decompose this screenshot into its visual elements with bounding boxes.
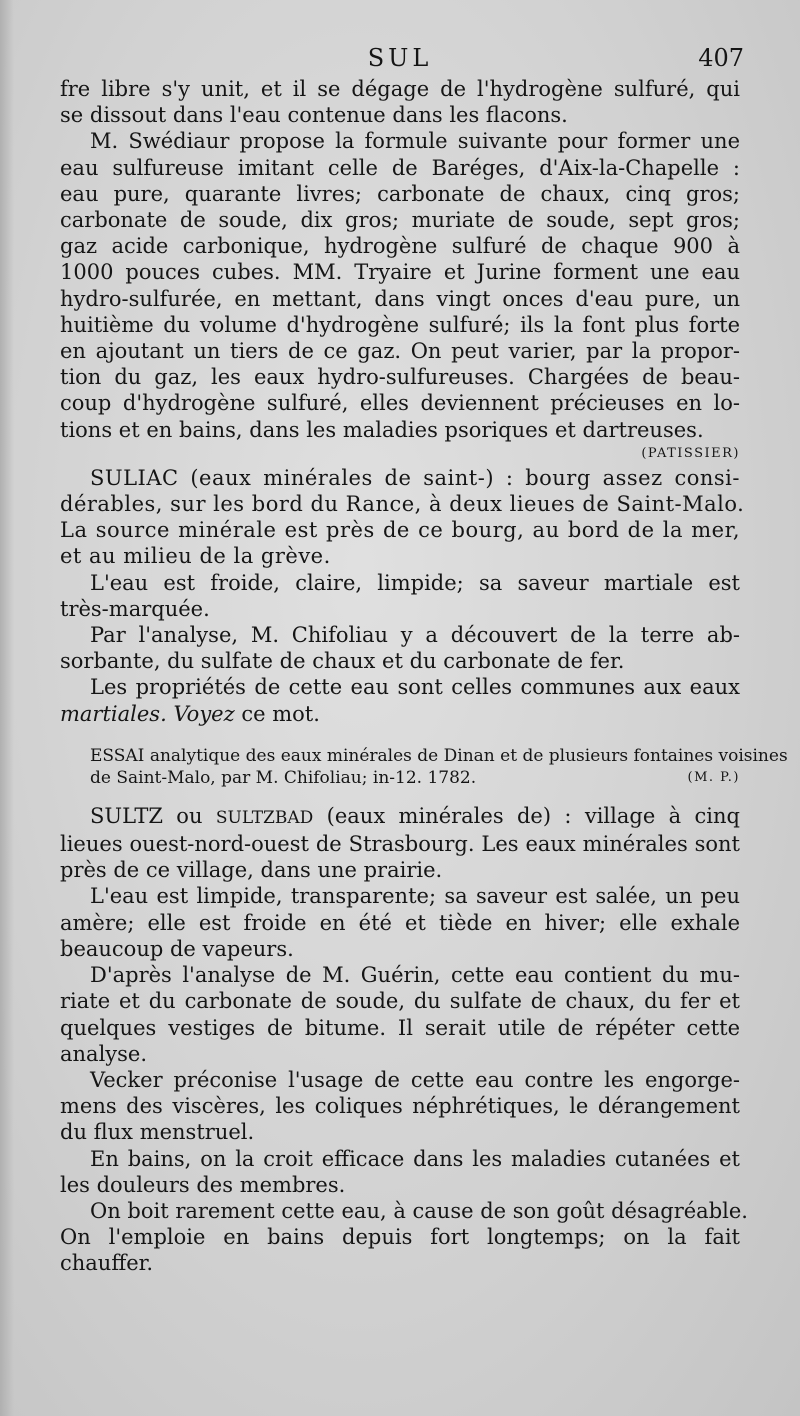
text-line: coup d'hydrogène sulfuré, elles deviennent précieuses en lo- (60, 391, 740, 416)
text-line: dérables, sur les bord du Rance, à deux lieues de Saint-Malo. (60, 492, 745, 517)
running-head: SUL (367, 44, 433, 72)
text-line: amère; elle est froide en été et tiède en hiver; elle exhale (60, 910, 740, 935)
page-number: 407 (698, 44, 744, 72)
note-smallcaps: ESSAI (90, 745, 145, 766)
note-text: de Saint-Malo, par M. Chifoliau; in-12. 1782. (90, 767, 477, 788)
text-line: beaucoup de vapeurs. (60, 936, 294, 961)
sultz-paragraph-2 (60, 883, 740, 962)
suliac-paragraph-3 (60, 622, 740, 674)
text-fragment: ou (176, 803, 203, 828)
text-line: hydro-sulfurée, en mettant, dans vingt onces d'eau pure, un (60, 286, 740, 311)
text-line: On l'emploie en bains depuis fort longtemps; on la fait (60, 1225, 740, 1250)
text-line: eau sulfureuse imitant celle de Baréges, d'Aix-la-Chapelle : (60, 155, 740, 180)
text-line: mens des viscères, les coliques néphrétiques, le dérangement (60, 1094, 740, 1119)
sultz-paragraph-3 (60, 962, 740, 1067)
text-line: L'eau est froide, claire, limpide; sa saveur martiale est (90, 570, 740, 595)
text-line: On boit rarement cette eau, à cause de son goût désagréable. (90, 1198, 748, 1223)
entry-headword: SULTZ (90, 803, 163, 828)
text-line: tions et en bains, dans les maladies psoriques et dartreuses. (60, 417, 704, 442)
page-header (60, 44, 744, 80)
text-line: huitième du volume d'hydrogène sulfuré; ils la font plus forte (60, 312, 740, 337)
text-line (60, 701, 740, 727)
text-line: chauffer. (60, 1251, 154, 1276)
text-line: eau pure, quarante livres; carbonate de chaux, cinq gros; (60, 181, 740, 206)
text-line: Vecker préconise l'usage de cette eau contre les engorge- (90, 1067, 740, 1092)
note-signature: (M. P.) (687, 769, 740, 785)
text-line: sorbante, du sulfate de chaux et du carbonate de fer. (60, 649, 625, 674)
text-line: du flux menstruel. (60, 1120, 255, 1145)
text-line: 1000 pouces cubes. MM. Tryaire et Jurine forment une eau (60, 260, 740, 285)
page-edge-shadow (0, 0, 14, 1416)
text-line: près de ce village, dans une prairie. (60, 858, 443, 883)
text-line: Par l'analyse, M. Chifoliau y a découvert de la terre ab- (90, 623, 740, 648)
text-line: quelques vestiges de bitume. Il serait utile de répéter cette (60, 1015, 740, 1040)
bibliographic-note (60, 745, 788, 789)
note-line (60, 745, 788, 767)
text-line: lieues ouest-nord-ouest de Strasbourg. Les eaux minérales sont (60, 832, 740, 857)
text-line: se dissout dans l'eau contenue dans les flacons. (60, 103, 568, 128)
sultz-paragraph-6 (60, 1198, 748, 1277)
entry-heading-line (60, 803, 740, 831)
text-line: gaz acide carbonique, hydrogène sulfuré de chaque 900 à (60, 234, 740, 259)
text-line: riate et du carbonate de soude, du sulfate de chaux, du fer et (60, 989, 740, 1014)
suliac-paragraph-2 (60, 570, 740, 622)
text-line: et au milieu de la grève. (60, 544, 331, 569)
entry-alt-headword: SULTZBAD (215, 807, 314, 828)
text-fragment: (eaux minérales de) : village à cinq (326, 803, 740, 828)
text-line: En bains, on la croit efficace dans les maladies cutanées et (90, 1146, 740, 1171)
sultz-paragraph-4 (60, 1067, 740, 1146)
swediaur-paragraph (60, 128, 740, 442)
text-line: carbonate de soude, dix gros; muriate de soude, sept gros; (60, 208, 740, 233)
entry-heading-line: SULIAC (eaux minérales de saint-) : bourg assez consi- (90, 465, 740, 490)
italic-text: martiales. (60, 701, 167, 726)
text-line: La source minérale est près de ce bourg, au bord de la mer, (60, 518, 740, 543)
suliac-paragraph-4 (60, 674, 740, 726)
sultz-paragraph-5 (60, 1146, 740, 1198)
text-line: M. Swédiaur propose la formule suivante pour former une (90, 129, 740, 154)
text-line: analyse. (60, 1041, 148, 1066)
page-body (60, 76, 788, 1277)
note-text: analytique des eaux minérales de Dinan et de plusieurs fontaines voisines (149, 745, 788, 766)
text-line: tion du gaz, les eaux hydro-sulfureuses. Chargées de beau- (60, 365, 740, 390)
text-fragment: ce mot. (241, 701, 320, 726)
author-signature: (PATISSIER) (641, 445, 740, 461)
intro-paragraph (60, 76, 740, 128)
text-line: les douleurs des membres. (60, 1172, 346, 1197)
text-line: L'eau est limpide, transparente; sa saveur est salée, un peu (90, 884, 740, 909)
note-line (60, 767, 740, 789)
sultz-entry (60, 803, 740, 884)
cross-reference-voyez: Voyez (173, 701, 235, 726)
suliac-entry (60, 465, 745, 570)
text-line: Les propriétés de cette eau sont celles communes aux eaux (90, 675, 740, 700)
text-line: très-marquée. (60, 596, 210, 621)
text-line: en ajoutant un tiers de ce gaz. On peut varier, par la propor- (60, 339, 740, 364)
text-line: fre libre s'y unit, et il se dégage de l'hydrogène sulfuré, qui (60, 77, 740, 101)
text-line: D'après l'analyse de M. Guérin, cette eau contient du mu- (90, 963, 740, 988)
